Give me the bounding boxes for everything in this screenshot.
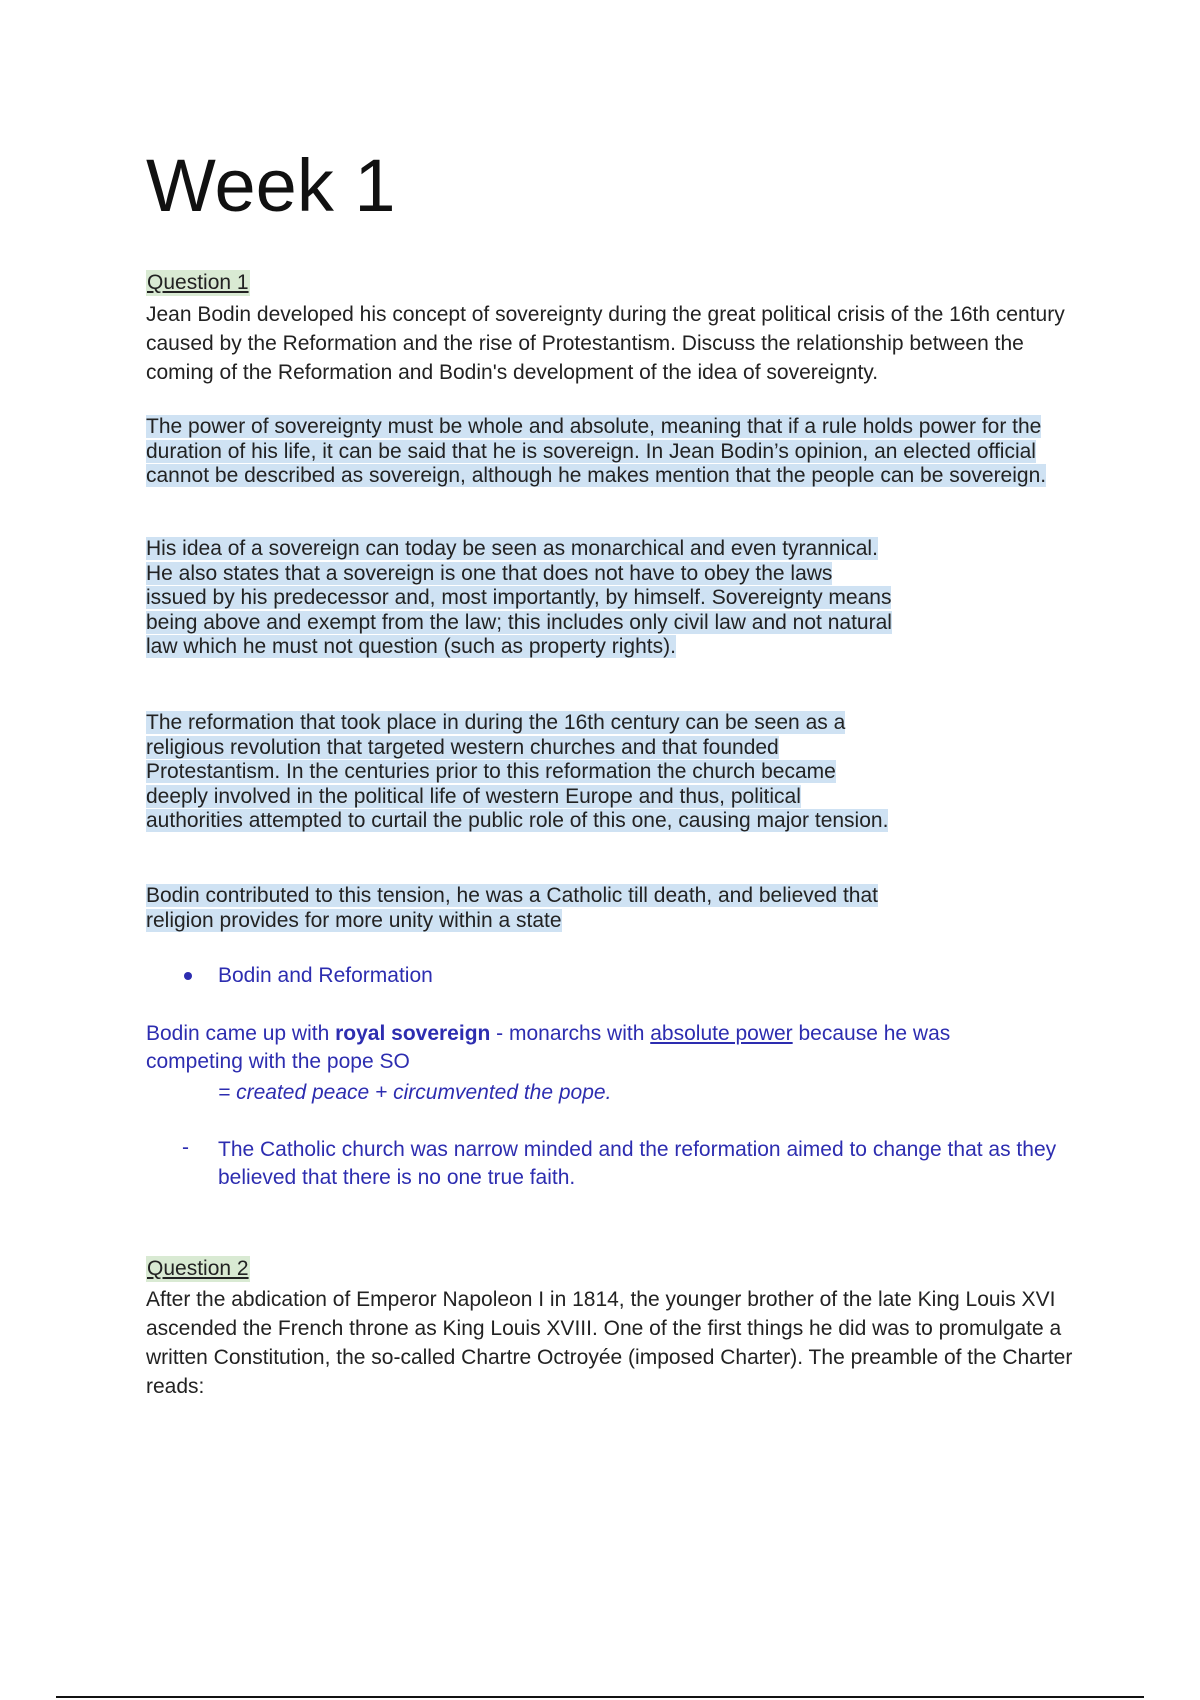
notes-result-line: = created peace + circumvented the pope. (218, 1081, 612, 1104)
notes-dash-item: The Catholic church was narrow minded and the reformation aimed to change that as they believed that there is no one true faith. (218, 1138, 1057, 1189)
bullet-dot (184, 972, 192, 980)
answer-paragraph-1 (146, 415, 1066, 489)
question-1-text: Jean Bodin developed his concept of sovereignty during the great political crisis of the 16th century caused by the Reformation and the rise of Protestantism. Discuss the relationship between the coming of the Reformation and Bodin's development of the idea of sovereignty. (146, 303, 1065, 384)
answer-paragraph-3-text: The reformation that took place in during the 16th century can be seen as a religious revolution that targeted western churches and that founded Protestantism. In the centuries prior to this reformation the church became deeply involved in the political life of western Europe and thus, political authorities attempted to curtail the public role of this one, causing major tension. (146, 711, 889, 832)
dash-marker: - (182, 1136, 189, 1159)
question-1-label: Question 1 (147, 271, 249, 294)
notes-paragraph (146, 1020, 1046, 1076)
answer-paragraph-2 (146, 537, 896, 660)
notes-text-b: - monarchs with (490, 1022, 651, 1045)
notes-text-a: Bodin came up with (146, 1022, 336, 1045)
page-title: Week 1 (146, 144, 396, 227)
notes-bullet-item: Bodin and Reformation (218, 964, 433, 987)
answer-paragraph-4-text: Bodin contributed to this tension, he was a Catholic till death, and believed that religion provides for more unity within a state (146, 884, 878, 932)
answer-paragraph-1-text: The power of sovereignty must be whole and absolute, meaning that if a rule holds power for the duration of his life, it can be said that he is sovereign. In Jean Bodin’s opinion, an elected official cannot be described as sovereign, although he makes mention that the people can be sovereign. (146, 415, 1047, 487)
notes-underlined-term: absolute power (650, 1022, 793, 1045)
answer-paragraph-4 (146, 884, 886, 933)
answer-paragraph-2-text: His idea of a sovereign can today be seen as monarchical and even tyrannical. He also states that a sovereign is one that does not have to obey the laws issued by his predecessor and, most importantly, by himself. Sovereignty means being above and exempt from the law; this includes only civil law and not natural law which he must not question (such as property rights). (146, 537, 892, 658)
page-bottom-divider (56, 1696, 1144, 1698)
question-2-text: After the abdication of Emperor Napoleon I in 1814, the younger brother of the late King Louis XVI ascended the French throne as King Louis XVIII. One of the first things he did was to promulgate a written Constitution, the so-called Chartre Octroyée (imposed Charter). The preamble of the Charter reads: (146, 1288, 1073, 1398)
notes-bold-term: royal sovereign (335, 1022, 491, 1045)
question-2-label: Question 2 (147, 1257, 249, 1280)
notes-text-c: because he was competing with the pope SO (146, 1022, 951, 1073)
answer-paragraph-3 (146, 711, 892, 834)
